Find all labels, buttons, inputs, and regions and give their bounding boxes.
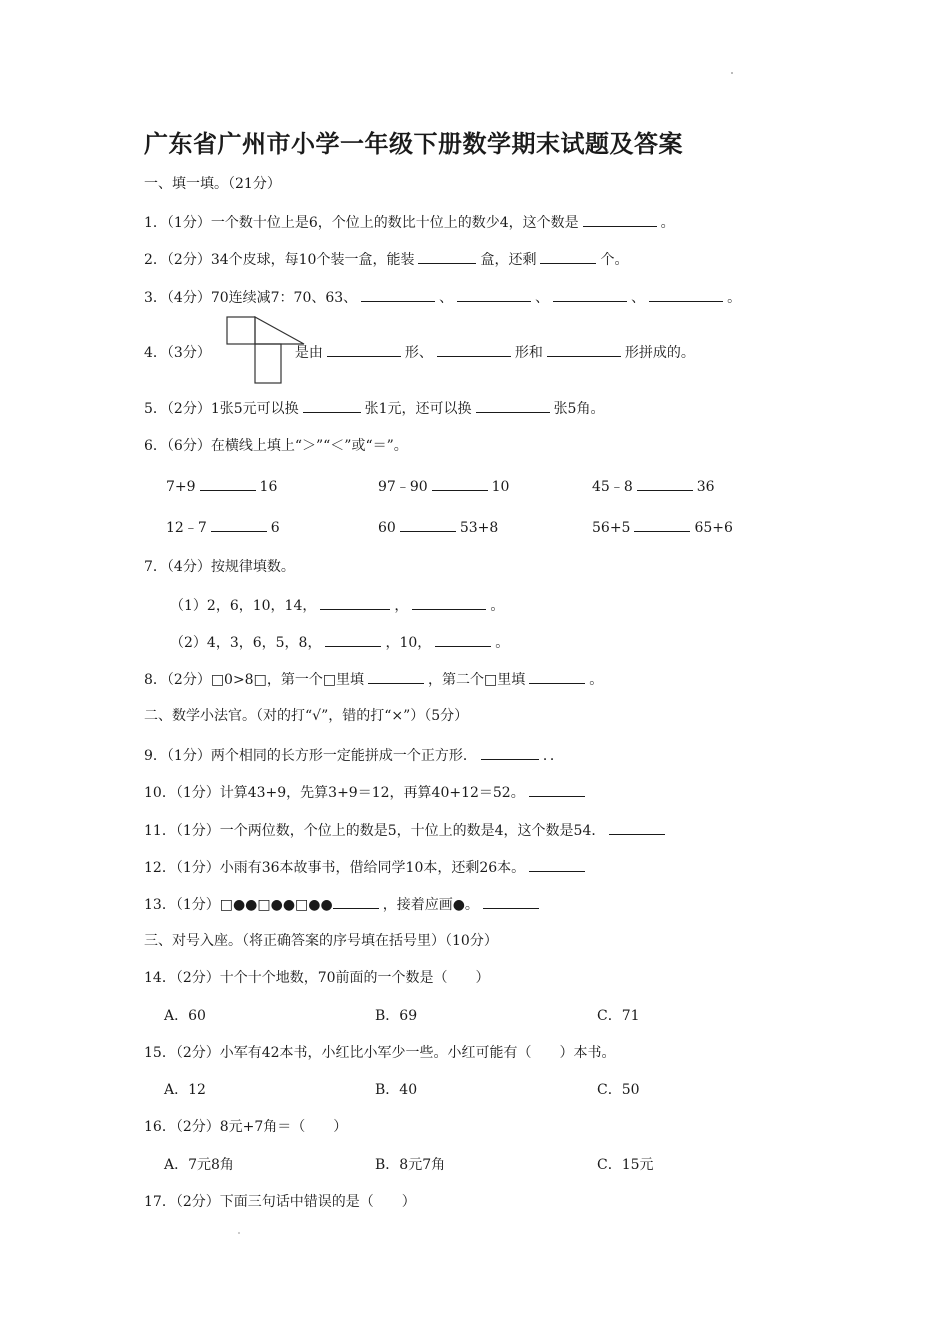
compare-item: 56+5 65+6 — [592, 517, 733, 538]
compare-item: 45﹣8 36 — [592, 476, 715, 497]
question-17: 17．（2分）下面三句话中错误的是（ ） — [144, 1194, 416, 1210]
answer-blank[interactable] — [609, 820, 665, 835]
answer-blank[interactable] — [529, 857, 585, 872]
answer-blank[interactable] — [368, 669, 424, 684]
option-c[interactable]: C．50 — [597, 1082, 640, 1098]
option-b[interactable]: B．40 — [375, 1082, 418, 1098]
answer-blank[interactable] — [412, 595, 486, 610]
shape-square — [227, 317, 255, 344]
section-3-heading: 三、对号入座。（将正确答案的序号填在括号里）（10分） — [144, 933, 498, 949]
question-10: 10．（1分）计算43+9，先算3+9＝12，再算40+12＝52。 — [144, 782, 589, 803]
answer-blank[interactable] — [325, 632, 381, 647]
answer-blank[interactable] — [432, 476, 488, 491]
question-7: 7．（4分）按规律填数。 — [144, 559, 295, 575]
answer-blank[interactable] — [634, 517, 690, 532]
answer-blank[interactable] — [418, 249, 476, 264]
question-2: 2．（2分）34个皮球，每10个装一盒，能装 盒，还剩 个。 — [144, 249, 628, 270]
answer-blank[interactable] — [481, 745, 539, 760]
answer-blank[interactable] — [547, 342, 621, 357]
compare-item: 7+9 16 — [166, 476, 277, 497]
answer-blank[interactable] — [435, 632, 491, 647]
answer-blank[interactable] — [583, 212, 657, 227]
question-7-part-1: （1）2，6，10，14， ， 。 — [170, 595, 504, 616]
answer-blank[interactable] — [437, 342, 511, 357]
question-4: 4．（3分） 是由 形、 形和 形拼成的。 — [144, 342, 695, 363]
corner-mark — [731, 72, 733, 74]
answer-blank[interactable] — [400, 517, 456, 532]
section-1-heading: 一、填一填。（21分） — [144, 176, 281, 192]
question-16: 16．（2分）8元+7角＝（ ） — [144, 1119, 348, 1135]
question-13: 13．（1分）□●●□●●□●● ，接着应画●。 — [144, 894, 543, 915]
question-5: 5．（2分）1张5元可以换 张1元，还可以换 张5角。 — [144, 398, 604, 419]
question-6: 6．（6分）在横线上填上“＞”“＜”或“＝”。 — [144, 438, 408, 454]
compare-item: 60 53+8 — [378, 517, 498, 538]
footer-mark — [238, 1232, 240, 1234]
question-7-part-2: （2）4，3，6，5，8， ，10， 。 — [170, 632, 509, 653]
shape-triangle — [255, 317, 304, 344]
question-1: 1．（1分）一个数十位上是6，个位上的数比十位上的数少4，这个数是 。 — [144, 212, 675, 233]
answer-blank[interactable] — [529, 669, 585, 684]
question-14: 14．（2分）十个十个地数，70前面的一个数是（ ） — [144, 970, 490, 986]
answer-blank[interactable] — [211, 517, 267, 532]
pattern-blank[interactable] — [333, 894, 379, 909]
answer-blank[interactable] — [540, 249, 596, 264]
answer-blank[interactable] — [553, 287, 627, 302]
question-15: 15．（2分）小军有42本书，小红比小军少一些。小红可能有（ ）本书。 — [144, 1045, 616, 1061]
answer-blank[interactable] — [303, 398, 361, 413]
option-a[interactable]: A．7元8角 — [164, 1157, 234, 1173]
option-a[interactable]: A．12 — [164, 1082, 206, 1098]
question-11: 11．（1分）一个两位数，个位上的数是5，十位上的数是4，这个数是54． — [144, 820, 669, 841]
section-2-heading: 二、数学小法官。（对的打“√”，错的打“×”）（5分） — [144, 708, 469, 724]
option-b[interactable]: B．8元7角 — [375, 1157, 446, 1173]
answer-blank[interactable] — [361, 287, 435, 302]
answer-blank[interactable] — [457, 287, 531, 302]
answer-blank[interactable] — [529, 782, 585, 797]
question-12: 12．（1分）小雨有36本故事书，借给同学10本，还剩26本。 — [144, 857, 589, 878]
answer-blank[interactable] — [327, 342, 401, 357]
question-3: 3．（4分）70连续减7：70、63、 、 、 、 。 — [144, 287, 741, 308]
page-title: 广东省广州市小学一年级下册数学期末试题及答案 — [144, 130, 683, 158]
answer-blank[interactable] — [476, 398, 550, 413]
question-8: 8．（2分）□0>8□，第一个□里填 ，第二个□里填 。 — [144, 669, 603, 690]
answer-blank[interactable] — [649, 287, 723, 302]
option-c[interactable]: C．15元 — [597, 1157, 654, 1173]
compare-item: 12﹣7 6 — [166, 517, 280, 538]
answer-blank[interactable] — [320, 595, 390, 610]
question-9: 9．（1分）两个相同的长方形一定能拼成一个正方形． ．． — [144, 745, 564, 766]
compare-item: 97﹣90 10 — [378, 476, 509, 497]
answer-blank[interactable] — [637, 476, 693, 491]
option-b[interactable]: B．69 — [375, 1008, 418, 1024]
option-c[interactable]: C．71 — [597, 1008, 640, 1024]
answer-blank[interactable] — [483, 894, 539, 909]
answer-blank[interactable] — [200, 476, 256, 491]
option-a[interactable]: A．60 — [164, 1008, 206, 1024]
